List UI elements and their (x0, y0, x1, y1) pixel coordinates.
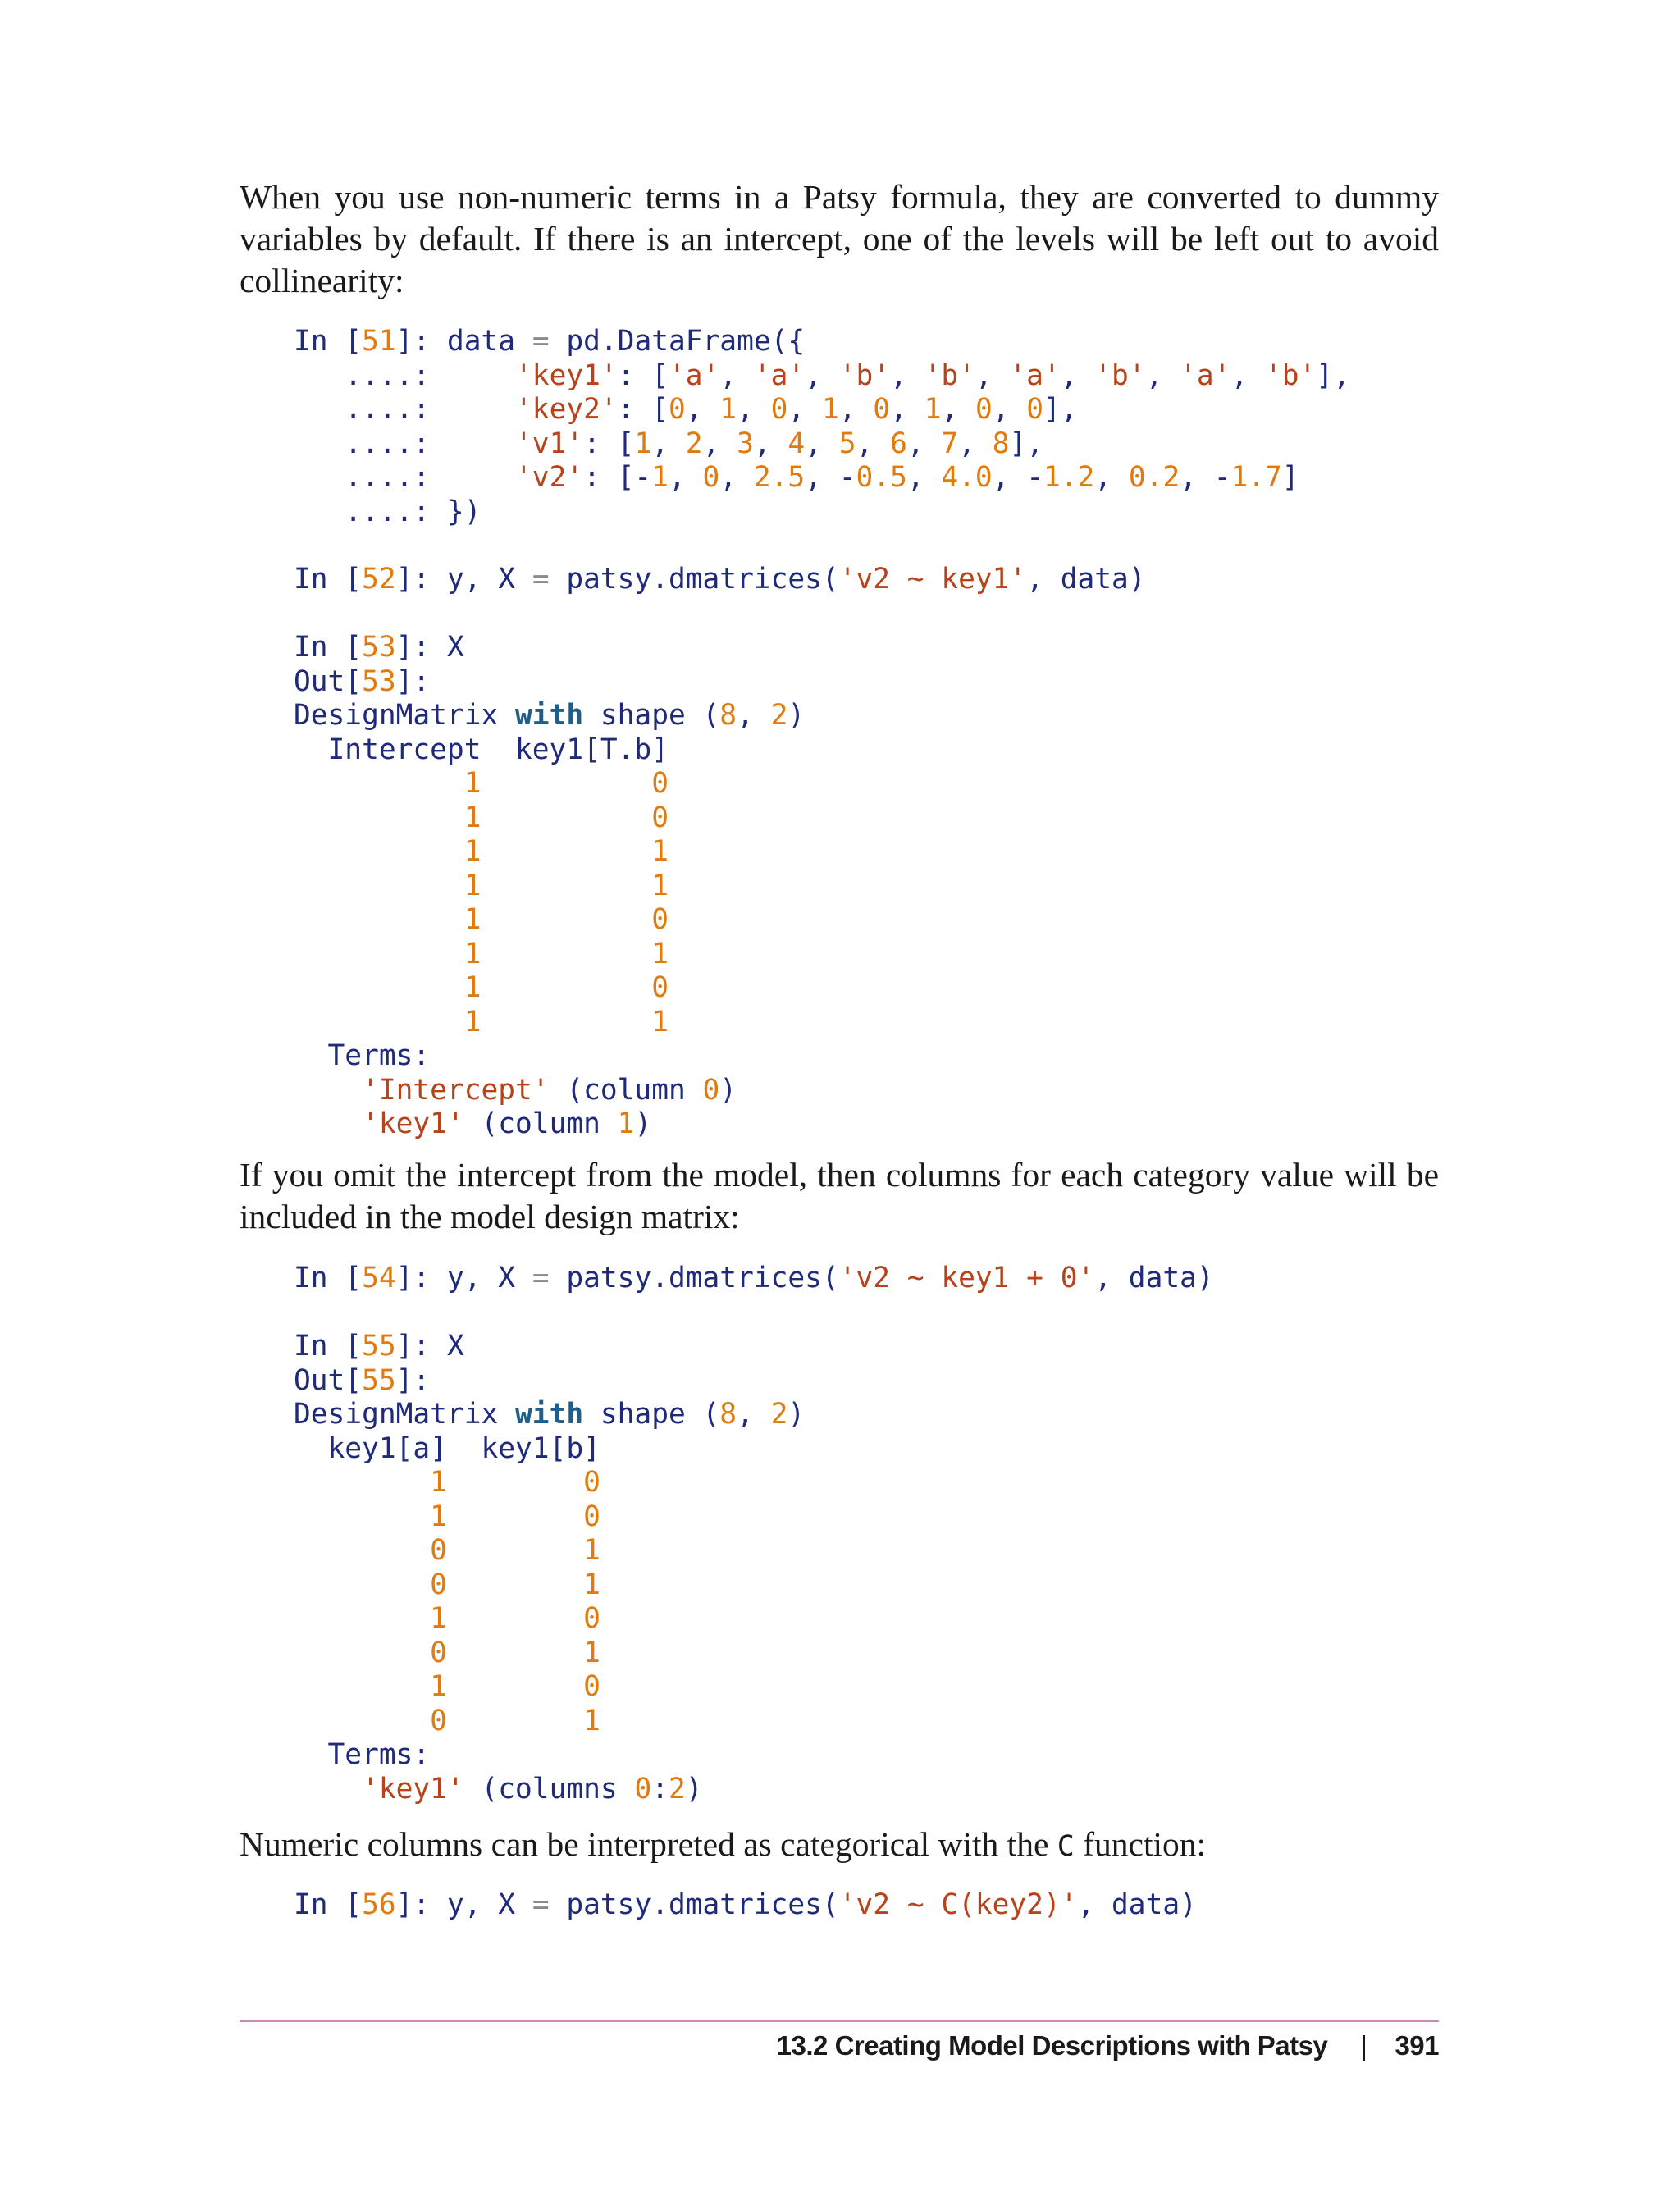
code-block-in-52 (294, 563, 1146, 597)
code-line: 1 1 (463, 869, 669, 902)
code-line: 1 0 (463, 801, 669, 834)
paragraph-text: Numeric columns can be interpreted as categorical with the (240, 1825, 1057, 1863)
paragraph-omit-intercept: If you omit the intercept from the model, then columns for each category value will be included in the model design matrix: (240, 1156, 1439, 1235)
code-line: ....: 'v1': [1, 2, 3, 4, 5, 6, 7, 8], (294, 427, 1044, 460)
code-block-in-55 (294, 1330, 805, 1806)
code-line: Out[55]: (294, 1363, 431, 1397)
code-line: In [55]: X (294, 1330, 464, 1363)
paragraph-dummy-variables: When you use non-numeric terms in a Patsy formula, they are converted to dummy variables by default. If there is an intercept, one of the levels will be left out to avoid collinearity: (240, 178, 1439, 299)
page-number: 391 (1395, 2030, 1439, 2061)
code-line: 'key1' (column 1) (362, 1107, 652, 1140)
code-line: Out[53]: (294, 664, 431, 698)
code-line: 0 1 (430, 1704, 600, 1737)
code-line: In [53]: X (294, 631, 464, 664)
code-line: ....: 'key1': ['a', 'a', 'b', 'b', 'a', 'b', 'a', 'b'], (294, 358, 1350, 392)
paragraph-numeric-categorical (240, 1824, 1439, 1868)
code-line: 'Intercept' (column 0) (362, 1073, 737, 1107)
code-line: Terms: (294, 1738, 431, 1771)
code-line: In [52]: y, X = patsy.dmatrices('v2 ~ key1', data) (294, 563, 1146, 596)
code-line: In [56]: y, X = patsy.dmatrices('v2 ~ C(key2)', data) (294, 1888, 1197, 1921)
paragraph-text: function: (1074, 1825, 1207, 1863)
code-line: 1 1 (463, 835, 669, 868)
code-line: 1 0 (430, 1466, 600, 1499)
code-line: 1 0 (463, 767, 669, 800)
code-block-in-56 (294, 1888, 1197, 1923)
code-line: 1 1 (463, 937, 669, 970)
page-footer (777, 2030, 1439, 2061)
code-line: 1 0 (430, 1602, 600, 1635)
code-line: 0 1 (430, 1568, 600, 1601)
code-line: 1 0 (430, 1670, 600, 1703)
code-line: ....: 'key2': [0, 1, 0, 1, 0, 1, 0, 0], (294, 393, 1078, 426)
code-line: 1 0 (463, 971, 669, 1004)
code-line: In [54]: y, X = patsy.dmatrices('v2 ~ key1 + 0', data) (294, 1262, 1214, 1294)
code-line: ....: }) (294, 495, 482, 528)
code-line: 0 1 (430, 1636, 600, 1669)
code-line: ....: 'v2': [-1, 0, 2.5, -0.5, 4.0, -1.2, 0.2, -1.7] (294, 461, 1299, 494)
code-line: Intercept key1[T.b] (294, 733, 669, 766)
code-line: 'key1' (columns 0:2) (362, 1772, 703, 1806)
code-line: Terms: (294, 1039, 431, 1072)
code-line: 1 0 (463, 903, 669, 936)
footer-section-title: 13.2 Creating Model Descriptions with Patsy (776, 2030, 1328, 2061)
code-line: 1 1 (463, 1005, 669, 1039)
code-line: 1 0 (430, 1500, 600, 1533)
code-block-in-53 (294, 631, 805, 1142)
code-line: In [51]: data = pd.DataFrame({ (294, 325, 806, 358)
code-line: key1[a] key1[b] (294, 1431, 600, 1465)
inline-code-c: C (1057, 1830, 1075, 1863)
footer-divider (240, 2020, 1439, 2022)
code-block-in-54 (294, 1262, 1214, 1296)
code-line: 0 1 (430, 1534, 600, 1567)
code-line: DesignMatrix with shape (8, 2) (294, 1398, 806, 1431)
footer-separator: | (1360, 2030, 1367, 2061)
code-line: DesignMatrix with shape (8, 2) (294, 699, 806, 732)
code-block-in-51 (294, 325, 1350, 529)
